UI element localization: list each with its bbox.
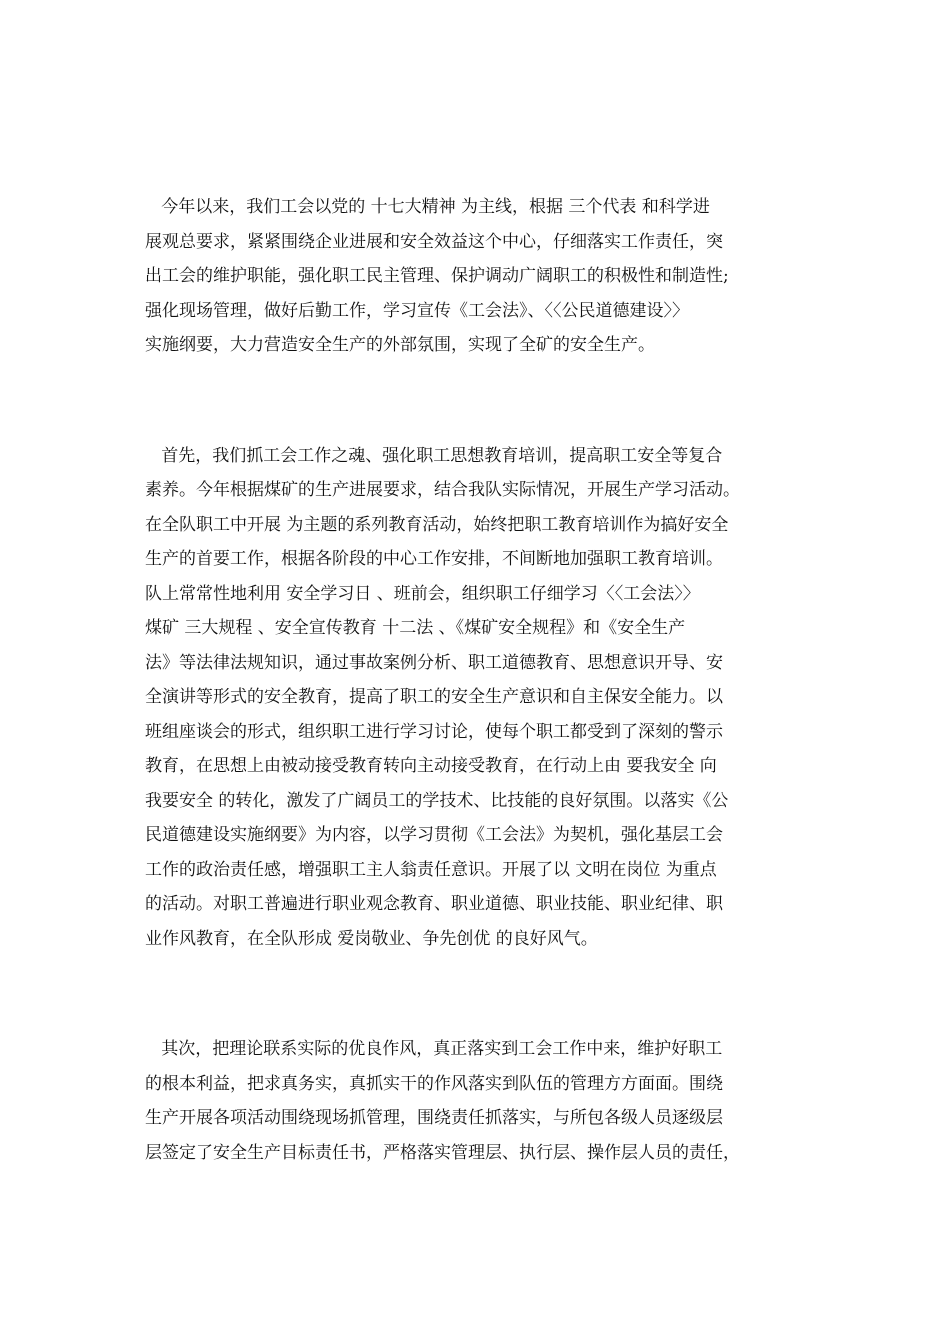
text-line: 生产开展各项活动围绕现场抓管理，围绕责任抓落实，与所包各级人员逐级层	[145, 1108, 723, 1128]
text-line: 生产的首要工作，根据各阶段的中心工作安排，不间断地加强职工教育培训。	[145, 549, 723, 569]
document-page	[145, 190, 815, 1170]
text-line: 教育，在思想上由被动接受教育转向主动接受教育，在行动上由 要我安全 向	[145, 756, 717, 776]
text-line: 班组座谈会的形式，组织职工进行学习讨论，使每个职工都受到了深刻的警示	[145, 721, 723, 742]
text-line: 今年以来，我们工会以党的 十七大精神 为主线，根据 三个代表 和科学进	[145, 197, 710, 217]
text-line: 在全队职工中开展 为主题的系列教育活动，始终把职工教育培训作为搞好安全	[145, 514, 729, 535]
paragraph-second	[145, 1032, 815, 1170]
text-line: 我要安全 的转化，激发了广阔员工的学技术、比技能的良好氛围。以落实《公	[145, 790, 729, 811]
paragraph-spacer	[145, 363, 815, 439]
paragraph-first	[145, 439, 815, 957]
text-line: 队上常常性地利用 安全学习日 、班前会，组织职工仔细学习〈〈工会法〉〉	[145, 583, 700, 604]
text-line: 的活动。对职工普遍进行职业观念教育、职业道德、职业技能、职业纪律、职	[145, 894, 723, 914]
text-line: 民道德建设实施纲要》为内容，以学习贯彻《工会法》为契机，强化基层工会	[145, 825, 723, 845]
text-line: 业作风教育，在全队形成 爱岗敬业、争先创优 的良好风气。	[145, 928, 598, 949]
text-line: 素养。今年根据煤矿的生产进展要求，结合我队实际情况，开展生产学习活动。	[145, 480, 740, 500]
text-line: 工作的政治责任感，增强职工主人翁责任意识。开展了以 文明在岗位 为重点	[145, 859, 717, 880]
text-line: 首先，我们抓工会工作之魂、强化职工思想教育培训，提高职工安全等复合	[145, 445, 723, 466]
paragraph-spacer	[145, 956, 815, 1032]
text-line: 展观总要求，紧紧围绕企业进展和安全效益这个中心，仔细落实工作责任，突	[145, 231, 723, 252]
text-line: 实施纲要，大力营造安全生产的外部氛围，实现了全矿的安全生产。	[145, 335, 655, 355]
text-line: 法》等法律法规知识，通过事故案例分析、职工道德教育、思想意识开导、安	[145, 652, 723, 673]
paragraph-intro	[145, 190, 815, 363]
text-line: 其次，把理论联系实际的优良作风，真正落实到工会工作中来，维护好职工	[145, 1039, 723, 1059]
text-line: 层签定了安全生产目标责任书，严格落实管理层、执行层、操作层人员的责任，	[145, 1142, 740, 1163]
text-line: 的根本利益，把求真务实，真抓实干的作风落实到队伍的管理方方面面。围绕	[145, 1073, 723, 1094]
text-line: 出工会的维护职能，强化职工民主管理、保护调动广阔职工的积极性和制造性;	[145, 266, 729, 286]
text-line: 强化现场管理，做好后勤工作，学习宣传《工会法》、〈〈公民道德建设〉〉	[145, 300, 689, 321]
text-line: 全演讲等形式的安全教育，提高了职工的安全生产意识和自主保安全能力。以	[145, 687, 723, 707]
text-line: 煤矿 三大规程 、安全宣传教育 十二法 、《煤矿安全规程》和《安全生产	[145, 618, 686, 638]
